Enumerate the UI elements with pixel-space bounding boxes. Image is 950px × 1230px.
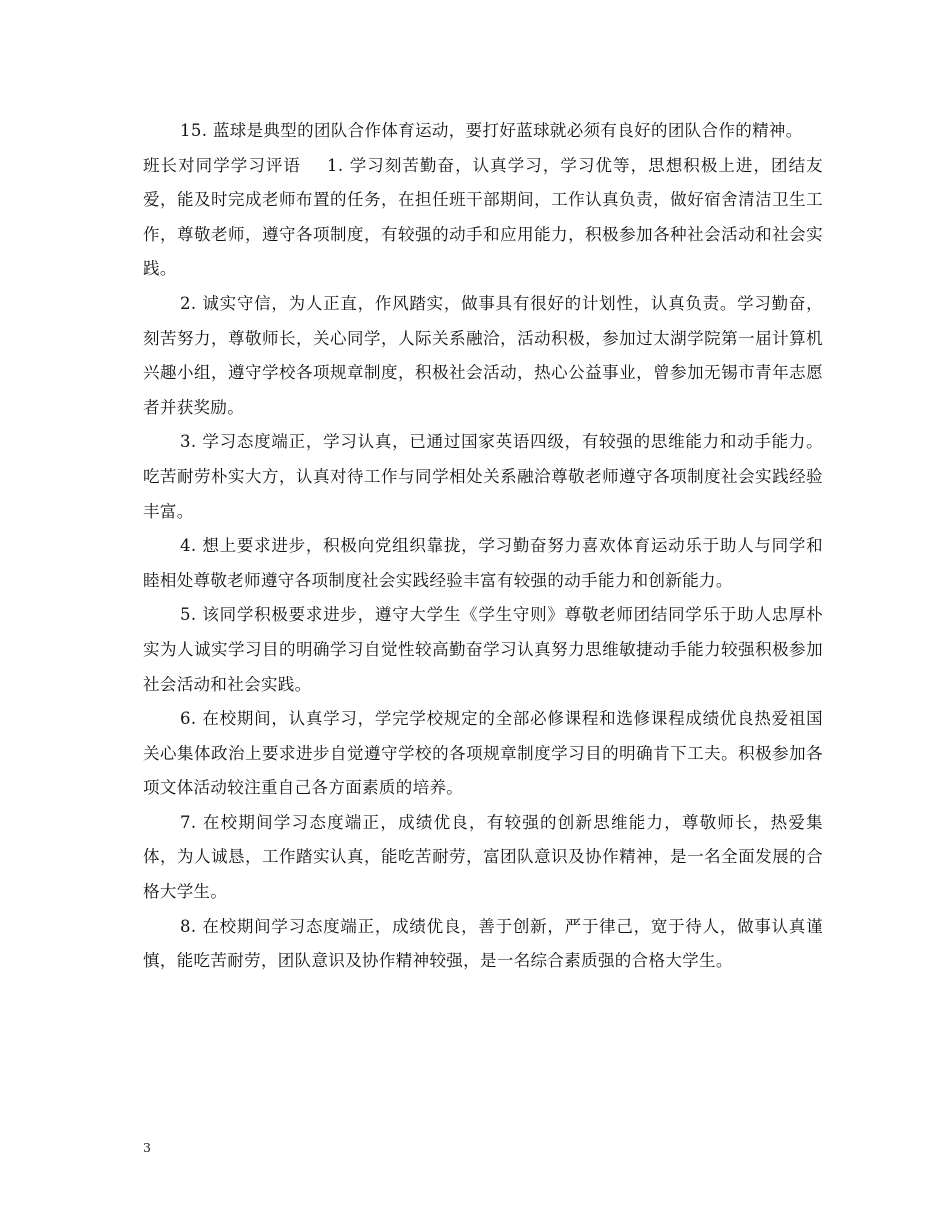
paragraph-8: 8. 在校期间学习态度端正，成绩优良，善于创新，严于律己，宽于待人，做事认真谨慎，能吃苦耐劳，团队意识及协作精神较强，是一名综合素质强的合格大学生。 <box>143 916 823 971</box>
section-heading: 班长对同学学习评语 <box>143 155 301 175</box>
document-body <box>143 114 823 979</box>
paragraph-4: 4. 想上要求进步，积极向党组织靠拢，学习勤奋努力喜欢体育运动乐于助人与同学和睦相处尊敬老师遵守各项制度社会实践经验丰富有较强的动手能力和创新能力。 <box>143 536 823 590</box>
paragraph-7: 7. 在校期间学习态度端正，成绩优良，有较强的创新思维能力，尊敬师长，热爱集体，为人诚恳，工作踏实认真，能吃苦耐劳，富团队意识及协作精神，是一名全面发展的合格大学生。 <box>143 812 823 902</box>
paragraph-6: 6. 在校期间，认真学习，学完学校规定的全部必修课程和选修课程成绩优良热爱祖国关心集体政治上要求进步自觉遵守学校的各项规章制度学习目的明确肯下工夫。积极参加各项文体活动较注重自己各方面素质的培养。 <box>143 709 823 798</box>
paragraph-1-text: 1. 学习刻苦勤奋，认真学习，学习优等，思想积极上进，团结友爱，能及时完成老师布置的任务，在担任班干部期间，工作认真负责，做好宿舍清洁卫生工作，尊敬老师，遵守各项制度，有较强的动手和应用能力，积极参加各种社会活动和社会实践。 <box>143 155 823 279</box>
paragraph-3: 3. 学习态度端正，学习认真，已通过国家英语四级，有较强的思维能力和动手能力。吃苦耐劳朴实大方，认真对待工作与同学相处关系融洽尊敬老师遵守各项制度社会实践经验丰富。 <box>143 432 823 521</box>
paragraph-2: 2. 诚实守信，为人正直，作风踏实，做事具有很好的计划性，认真负责。学习勤奋，刻苦努力，尊敬师长，关心同学，人际关系融洽，活动积极，参加过太湖学院第一届计算机兴趣小组，遵守学校各项规章制度，积极社会活动，热心公益事业，曾参加无锡市青年志愿者并获奖励。 <box>143 293 823 417</box>
page-number: 3 <box>143 1140 151 1155</box>
paragraph-15: 15. 蓝球是典型的团队合作体育运动，要打好蓝球就必须有良好的团队合作的精神。 <box>180 121 803 140</box>
paragraph-5: 5. 该同学积极要求进步，遵守大学生《学生守则》尊敬老师团结同学乐于助人忠厚朴实为人诚实学习目的明确学习自觉性较高勤奋学习认真努力思维敏捷动手能力较强积极参加社会活动和社会实践。 <box>143 605 823 694</box>
paragraph-section-start <box>143 149 823 287</box>
